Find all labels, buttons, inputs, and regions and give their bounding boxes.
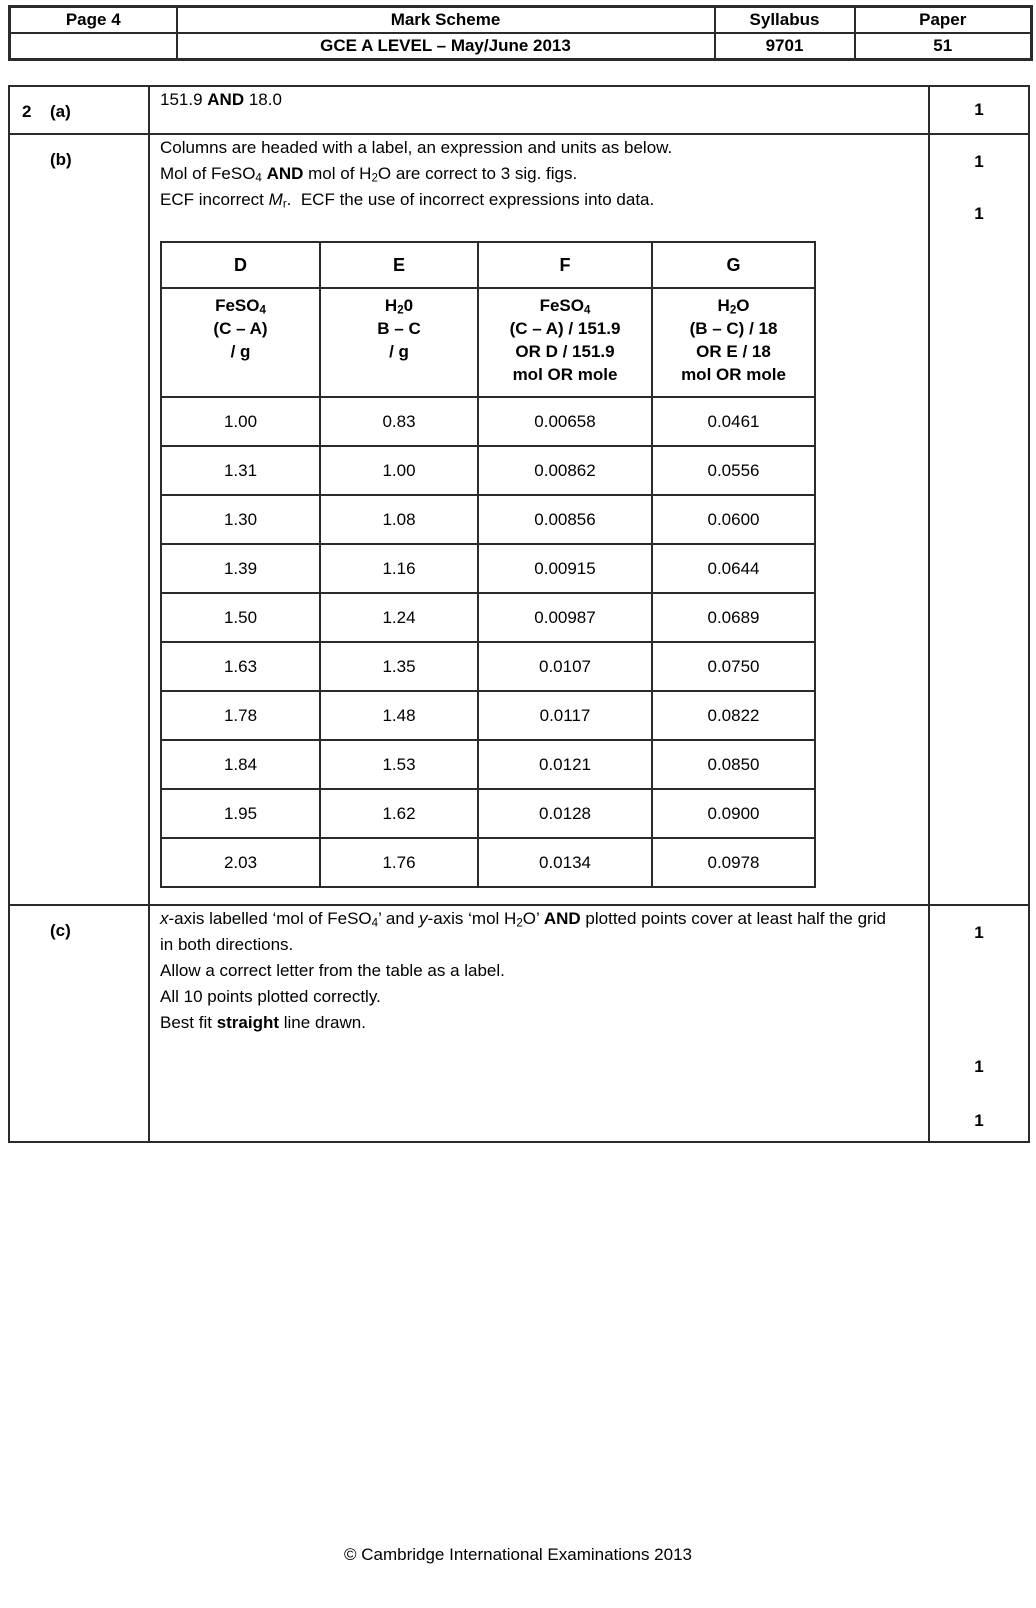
mark-value: 1: [974, 152, 984, 171]
table-row: [161, 495, 815, 544]
table-cell: 1.48: [320, 691, 478, 740]
mark-value: 1: [974, 100, 984, 119]
mark-value: 1: [974, 1111, 984, 1130]
table-cell: 1.76: [320, 838, 478, 887]
table-cell: 1.24: [320, 593, 478, 642]
table-cell: 1.53: [320, 740, 478, 789]
column-heading: FeSO$_4$ (C – A) / g: [161, 288, 320, 397]
column-heading: $H_20$ B – C / g: [320, 288, 478, 397]
part-a-marks-cell: [928, 87, 1028, 133]
table-cell: 0.0556: [652, 446, 815, 495]
column-letter: F: [478, 242, 652, 288]
copyright-footer: © Cambridge International Examinations 2013: [343, 1545, 692, 1564]
table-cell: 0.0822: [652, 691, 815, 740]
column-letter: E: [320, 242, 478, 288]
table-cell: 0.0117: [478, 691, 652, 740]
part-b-row: [10, 133, 1028, 904]
part-b-label: (b): [50, 150, 72, 169]
part-b-line-3: ECF incorrect $M_r$. ECF the use of incorrect expressions into data.: [160, 190, 655, 211]
results-table: [160, 241, 816, 888]
table-row: [161, 397, 815, 446]
part-b-line-2: Mol of FeSO$_4$ AND mol of $H_2O$ are correct to 3 sig. figs.: [160, 164, 578, 185]
part-c-label-cell: [10, 906, 150, 1141]
table-cell: 0.0978: [652, 838, 815, 887]
paper-label: Paper: [855, 7, 1032, 34]
paper-number: 51: [855, 33, 1032, 60]
table-cell: 1.84: [161, 740, 320, 789]
table-cell: 0.00856: [478, 495, 652, 544]
part-a-text: 151.9 AND 18.0: [160, 90, 282, 109]
part-b-label-cell: [10, 135, 150, 904]
table-cell: 1.39: [161, 544, 320, 593]
part-a-content: [150, 87, 928, 133]
table-row: [161, 544, 815, 593]
table-row: [161, 789, 815, 838]
header-row-2: [10, 33, 1032, 60]
table-cell: 1.63: [161, 642, 320, 691]
table-cell: 0.0750: [652, 642, 815, 691]
part-b-line-1: Columns are headed with a label, an expression and units as below.: [160, 138, 673, 157]
mark-value: 1: [974, 204, 984, 223]
part-c-content: [150, 906, 928, 1141]
question-number: 2: [22, 102, 32, 121]
page-number: Page 4: [10, 7, 177, 34]
table-cell: 1.00: [320, 446, 478, 495]
part-c-label: (c): [50, 921, 71, 940]
table-cell: 1.31: [161, 446, 320, 495]
table-cell: 0.0900: [652, 789, 815, 838]
table-cell: 2.03: [161, 838, 320, 887]
table-cell: 1.62: [320, 789, 478, 838]
table-cell: 0.0107: [478, 642, 652, 691]
header-empty-cell: [10, 33, 177, 60]
mark-value: 1: [974, 1057, 984, 1076]
part-b-marks-cell: [928, 135, 1028, 904]
table-cell: 1.08: [320, 495, 478, 544]
table-cell: 0.00915: [478, 544, 652, 593]
table-cell: 1.50: [161, 593, 320, 642]
part-a-label-cell: [10, 87, 150, 133]
table-row: [161, 691, 815, 740]
syllabus-label: Syllabus: [715, 7, 855, 34]
part-c-marks-cell: [928, 906, 1028, 1141]
table-cell: 0.00987: [478, 593, 652, 642]
part-c-line-3: All 10 points plotted correctly.: [160, 987, 381, 1006]
table-cell: 1.30: [161, 495, 320, 544]
part-b-content: [150, 135, 928, 904]
table-cell: 1.78: [161, 691, 320, 740]
part-c-line-2: Allow a correct letter from the table as a label.: [160, 961, 505, 980]
table-row: [161, 446, 815, 495]
table-row: [161, 642, 815, 691]
table-cell: 1.16: [320, 544, 478, 593]
table-cell: 0.0128: [478, 789, 652, 838]
table-cell: 0.0121: [478, 740, 652, 789]
table-cell: 0.0689: [652, 593, 815, 642]
table-cell: 1.00: [161, 397, 320, 446]
part-c-line-1: x-axis labelled ‘mol of FeSO$_4$’ and y-axis ‘mol $H_2O$’ AND plotted points cover at least half the grid in both directions.: [160, 909, 886, 954]
table-cell: 0.0644: [652, 544, 815, 593]
column-letter: G: [652, 242, 815, 288]
table-row: [161, 593, 815, 642]
syllabus-number: 9701: [715, 33, 855, 60]
header-row-1: [10, 7, 1032, 34]
table-cell: 0.0134: [478, 838, 652, 887]
page-header-table: [8, 5, 1033, 61]
table-cell: 0.00862: [478, 446, 652, 495]
table-row: [161, 740, 815, 789]
mark-scheme-table: [8, 85, 1030, 1143]
document-title: Mark Scheme: [177, 7, 715, 34]
table-cell: 0.0461: [652, 397, 815, 446]
column-heading: FeSO$_4$ (C – A) / 151.9 OR D / 151.9 mol OR mole: [478, 288, 652, 397]
table-cell: 0.83: [320, 397, 478, 446]
letters-row: [161, 242, 815, 288]
part-a-label: (a): [50, 102, 71, 121]
part-c-row: [10, 904, 1028, 1141]
table-cell: 1.35: [320, 642, 478, 691]
mark-value: 1: [974, 923, 984, 942]
headings-row: [161, 288, 815, 397]
column-heading: $H_2O$ (B – C) / 18 OR E / 18 mol OR mole: [652, 288, 815, 397]
table-cell: 0.0600: [652, 495, 815, 544]
exam-session: GCE A LEVEL – May/June 2013: [177, 33, 715, 60]
table-cell: 0.0850: [652, 740, 815, 789]
column-letter: D: [161, 242, 320, 288]
table-row: [161, 838, 815, 887]
table-cell: 1.95: [161, 789, 320, 838]
table-cell: 0.00658: [478, 397, 652, 446]
part-c-line-4: Best fit straight line drawn.: [160, 1013, 366, 1032]
part-a-row: [10, 87, 1028, 133]
